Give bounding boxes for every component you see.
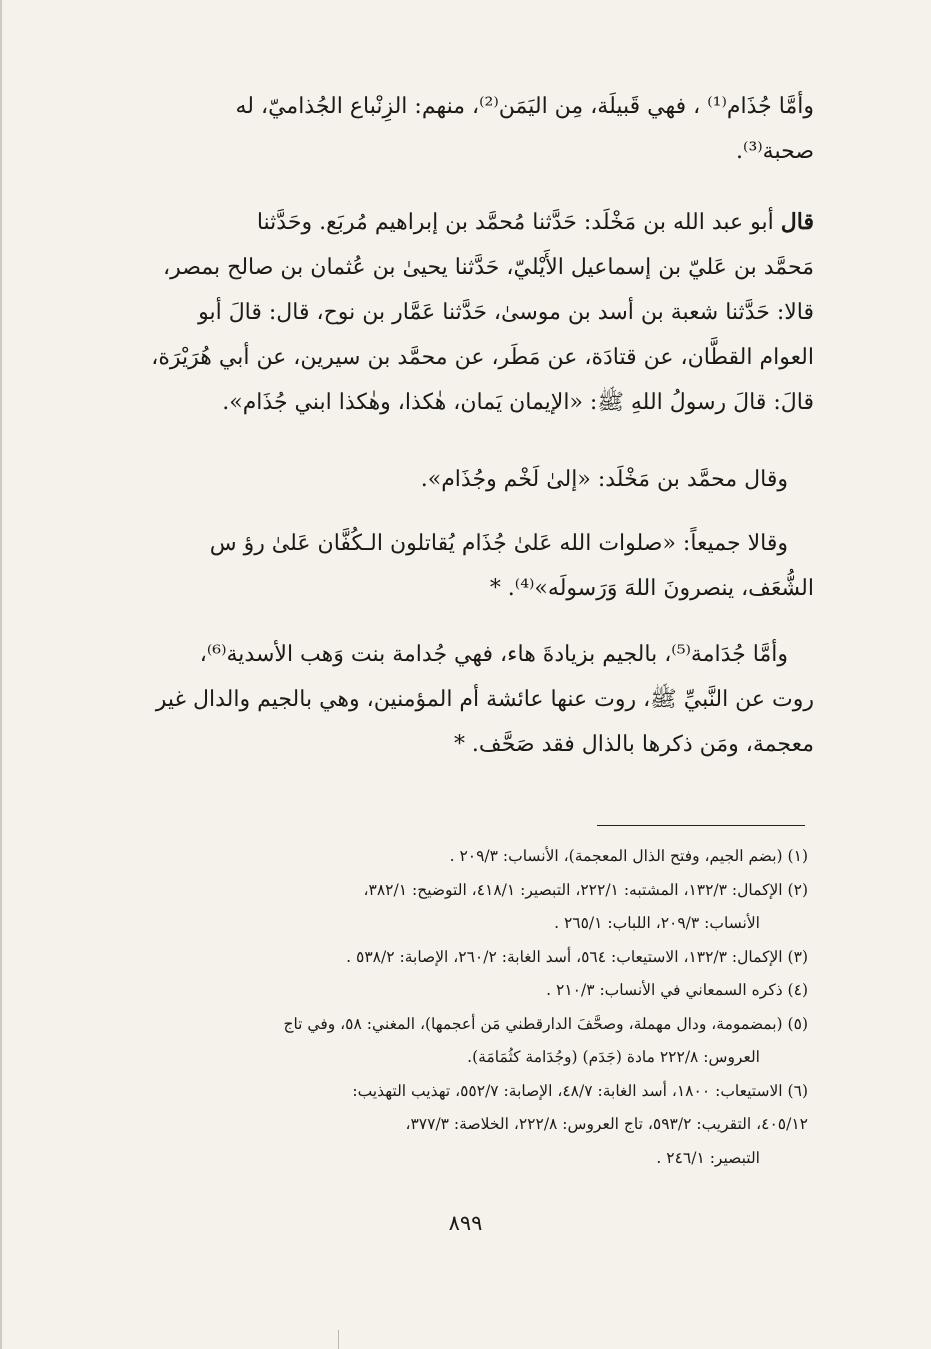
paragraph-ibn-makhlad [118,457,814,502]
paragraph-lead: قال [780,209,814,235]
paragraph-line: العوام القطَّان، عن قتادَة، عن مَطَر، عن محمَّد بن سيرين، عن أبي هُرَيْرَة، [151,345,814,370]
footnote-2 [108,874,808,908]
footnote-number: (٢) [787,880,808,899]
footnote-number: (٥) [787,1014,808,1033]
footnote-number: (١) [787,847,808,865]
paragraph-judamah [118,632,814,767]
paragraph-line: مَحمَّد بن عَليّ بن إسماعيل الأَيْليّ، حَدَّثنا يحيىٰ بن عُثمان بن صالح بمصر، [163,255,814,280]
footnote-number: (٦) [787,1081,808,1100]
footnote-text: (بمضمومة، ودال مهملة، وصحَّفَ الدارقطني مَن أعجمها)، المغني: ٥٨، وفي تاج [283,1014,783,1033]
footnote-3 [108,941,808,975]
paragraph-salawat [118,521,814,611]
footnote-5-continued: العروس: ٢٢٢/٨ مادة (جَدَم) (وجُدَامة كثُمَامَة). [467,1048,760,1066]
paragraph-line: قالَ: قالَ رسولُ اللهِ ﷺ: «الإيمان يَمان، هٰكذا، وهٰكذا ابني جُذَام». [222,390,814,415]
footnote-number: (٤) [787,981,808,999]
footnote-separator [597,825,805,826]
paragraph-line: معجمة، ومَن ذكرها بالذال فقد صَحَّف. * [453,732,814,757]
footnote-5 [108,1008,808,1042]
footnotes [108,840,808,1175]
paragraph-line: روت عن النَّبيِّ ﷺ، روت عنها عائشة أم المؤمنين، وهي بالجيم والدال غير [155,687,814,712]
footnote-text: ذكره السمعاني في الأنساب: ٢١٠/٣ . [546,981,783,999]
footnote-number: (٣) [787,947,808,966]
paragraph-line: وأمَّا جُدَامة⁽⁵⁾، بالجيم بزيادةَ هاء، فهي جُدامة بنت وَهب الأسدية⁽⁶⁾، [199,642,788,667]
page-number: ٨٩٩ [448,1211,483,1235]
paragraph-line: الشُّعَف، ينصرونَ اللهَ وَرَسولَه»⁽⁴⁾. * [489,576,814,601]
paragraph-line: وقال محمَّد بن مَخْلَد: «إلىٰ لَخْم وجُذَام». [420,467,788,492]
footnote-text: الإكمال: ١٣٢/٣، المشتبه: ٢٢٢/١، التبصير: ٤١٨/١، التوضيح: ٣٨٢/١، [363,880,783,899]
paragraph-line [118,200,814,245]
page-edge [0,0,2,1349]
footnote-4 [108,974,808,1008]
paragraph-line: وقالا جميعاً: «صلوات الله عَلىٰ جُذَام يُقاتلون الـكُفَّان عَلىٰ رؤ س [209,531,788,556]
paragraph-line: وأمَّا جُذَام⁽¹⁾ ، فهي قَبيلَة، مِن اليَمَن⁽²⁾، منهم: الزِنْباع الجُذاميّ، له [235,94,814,119]
footnote-6-continued: ٤٠٥/١٢، التقريب: ٥٩٣/٢، تاج العروس: ٢٢٢/٨، الخلاصة: ٣٧٧/٣، [405,1115,808,1133]
footnote-6 [108,1075,808,1109]
footnote-text: الإكمال: ١٣٢/٣، الاستيعاب: ٥٦٤، أسد الغابة: ٢٦٠/٢، الإصابة: ٥٣٨/٢ . [346,947,783,966]
footnote-1 [108,840,808,874]
footnote-text: الاستيعاب: ١٨٠٠، أسد الغابة: ٤٨/٧، الإصابة: ٥٥٢/٧، تهذيب التهذيب: [352,1081,783,1100]
footnote-text: (بضم الجيم، وفتح الذال المعجمة)، الأنساب: ٢٠٩/٣ . [449,847,783,865]
paragraph-jutham [118,84,814,174]
footnote-6-continued: التبصير: ٢٤٦/١ . [656,1148,760,1167]
paragraph-line: صحبة⁽³⁾. [736,139,814,164]
paragraph-line-text: أبو عبد الله بن مَخْلَد: حَدَّثنا مُحمَّد بن إبراهيم مُربَع. وحَدَّثنا [256,210,774,235]
paragraph-line: قالا: حَدَّثنا شعبة بن أسد بن موسىٰ، حَدَّثنا عَمَّار بن نوح، قال: قالَ أبو [198,300,814,325]
scan-mark [338,1330,339,1349]
footnote-2-continued: الأنساب: ٢٠٩/٣، اللباب: ٢٦٥/١ . [554,914,760,932]
paragraph-isnad [118,200,814,425]
